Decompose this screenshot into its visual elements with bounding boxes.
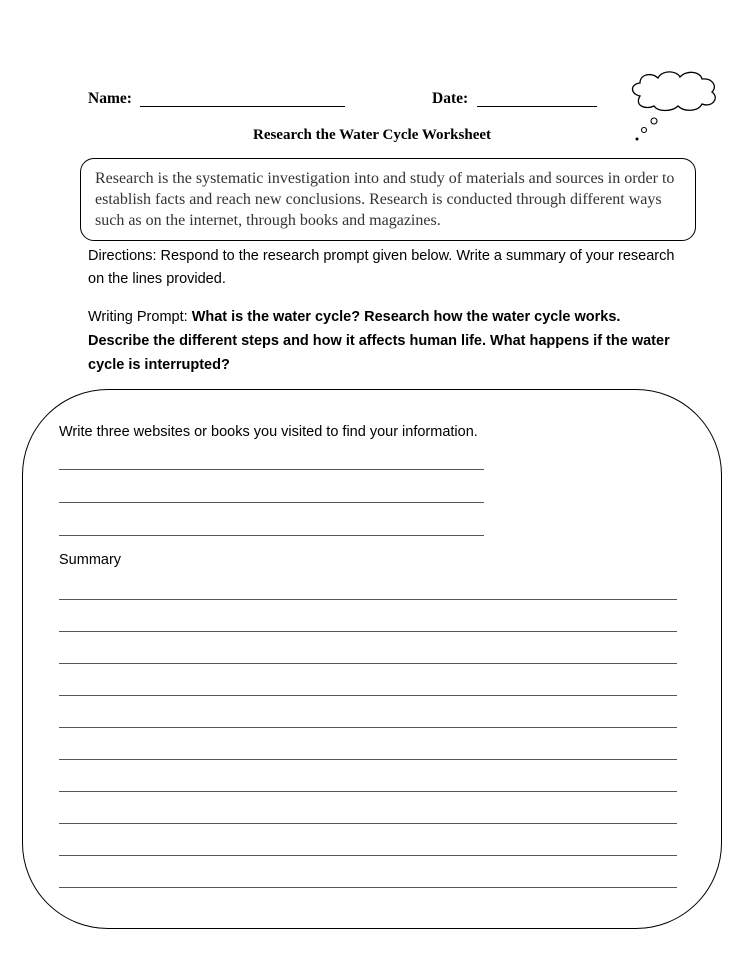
answer-box <box>22 389 722 929</box>
directions-text: Directions: Respond to the research prompt given below. Write a summary of your research on the lines provided. <box>88 248 675 287</box>
worksheet-title: Research the Water Cycle Worksheet <box>252 127 491 143</box>
name-field-line[interactable] <box>140 106 345 107</box>
summary-line[interactable] <box>59 599 677 600</box>
prompt-text: What is the water cycle? Research how the water cycle works. Describe the different steps and how it affects human life. What happens if the water cycle is interrupted? <box>88 309 670 373</box>
summary-line[interactable] <box>59 663 677 664</box>
summary-heading: Summary <box>59 552 122 568</box>
summary-line[interactable] <box>59 631 677 632</box>
date-label: Date: <box>432 90 469 107</box>
sources-heading: Write three websites or books you visited to find your information. <box>59 424 478 440</box>
prompt-label: Writing Prompt: <box>88 309 192 325</box>
summary-line[interactable] <box>59 695 677 696</box>
summary-line[interactable] <box>59 759 677 760</box>
definition-text: Research is the systematic investigation into and study of materials and sources in order to establish facts and reach new conclusions. Research is conducted through different ways such as on the internet, through books and magazines. <box>95 170 675 229</box>
summary-line[interactable] <box>59 887 677 888</box>
writing-prompt <box>88 305 678 377</box>
summary-line[interactable] <box>59 855 677 856</box>
name-label: Name: <box>88 90 132 107</box>
summary-line[interactable] <box>59 791 677 792</box>
definition-box <box>80 158 696 241</box>
summary-line[interactable] <box>59 727 677 728</box>
source-line[interactable] <box>59 535 484 536</box>
summary-line[interactable] <box>59 823 677 824</box>
date-field-line[interactable] <box>477 106 597 107</box>
source-line[interactable] <box>59 502 484 503</box>
source-line[interactable] <box>59 469 484 470</box>
